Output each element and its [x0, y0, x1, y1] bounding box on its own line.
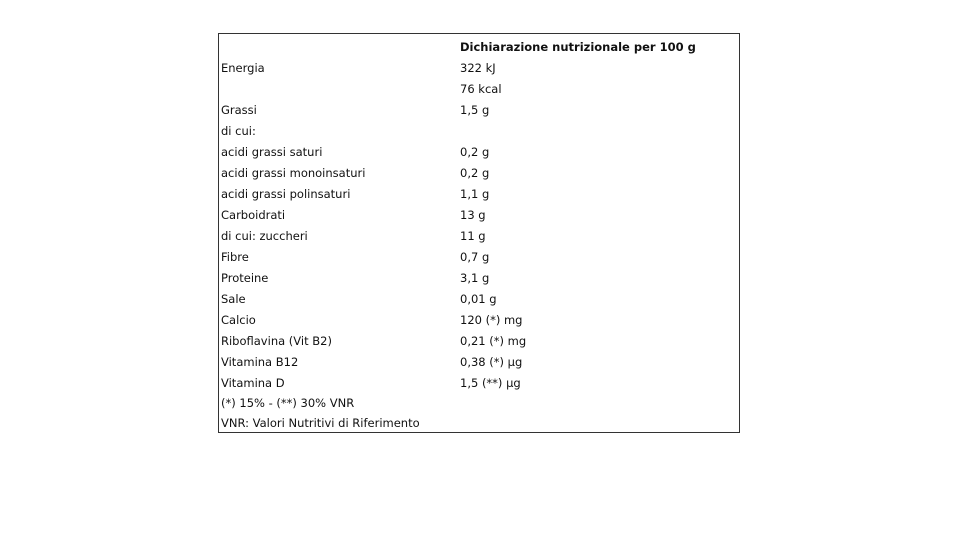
table-row [219, 79, 739, 100]
nutrient-value: 1,5 g [460, 103, 490, 117]
table-row [219, 58, 739, 79]
nutrient-value: 13 g [460, 208, 486, 222]
footnote: (*) 15% - (**) 30% VNR [221, 396, 355, 410]
nutrient-value: 1,1 g [460, 187, 490, 201]
nutrient-label: Fibre [221, 250, 249, 264]
table-header: Dichiarazione nutrizionale per 100 g [460, 40, 696, 54]
nutrient-label: Calcio [221, 313, 256, 327]
nutrient-label: Carboidrati [221, 208, 286, 222]
table-row [219, 247, 739, 268]
nutrient-label: acidi grassi monoinsaturi [221, 166, 366, 180]
nutrient-value: 322 kJ [460, 61, 496, 75]
nutrient-label: di cui: zuccheri [221, 229, 308, 243]
nutrient-value: 0,2 g [460, 166, 490, 180]
nutrient-value: 0,21 (*) mg [460, 334, 527, 348]
nutrient-label: acidi grassi saturi [221, 145, 323, 159]
nutrient-label: Riboflavina (Vit B2) [221, 334, 332, 348]
table-row [219, 289, 739, 310]
table-row [219, 163, 739, 184]
nutrition-table [218, 33, 740, 433]
nutrient-value: 76 kcal [460, 82, 502, 96]
table-row [219, 121, 739, 142]
nutrient-value: 0,01 g [460, 292, 497, 306]
table-row [219, 352, 739, 373]
nutrient-label: Vitamina D [221, 376, 285, 390]
nutrient-value: 11 g [460, 229, 486, 243]
table-row [219, 226, 739, 247]
table-row [219, 184, 739, 205]
table-row [219, 310, 739, 331]
nutrient-label: di cui: [221, 124, 256, 138]
nutrient-label: Energia [221, 61, 265, 75]
footnote: VNR: Valori Nutritivi di Riferimento [221, 416, 420, 430]
table-row [219, 268, 739, 289]
nutrient-label: Proteine [221, 271, 269, 285]
nutrient-label: Vitamina B12 [221, 355, 299, 369]
nutrient-value: 0,7 g [460, 250, 490, 264]
nutrient-value: 3,1 g [460, 271, 490, 285]
table-row [219, 142, 739, 163]
nutrient-value: 1,5 (**) µg [460, 376, 521, 390]
table-row [219, 373, 739, 394]
table-row [219, 205, 739, 226]
table-row [219, 331, 739, 352]
table-row [219, 100, 739, 121]
nutrient-value: 0,2 g [460, 145, 490, 159]
nutrient-label: Sale [221, 292, 246, 306]
nutrient-value: 0,38 (*) µg [460, 355, 523, 369]
nutrient-value: 120 (*) mg [460, 313, 523, 327]
nutrient-label: Grassi [221, 103, 257, 117]
nutrient-label: acidi grassi polinsaturi [221, 187, 351, 201]
